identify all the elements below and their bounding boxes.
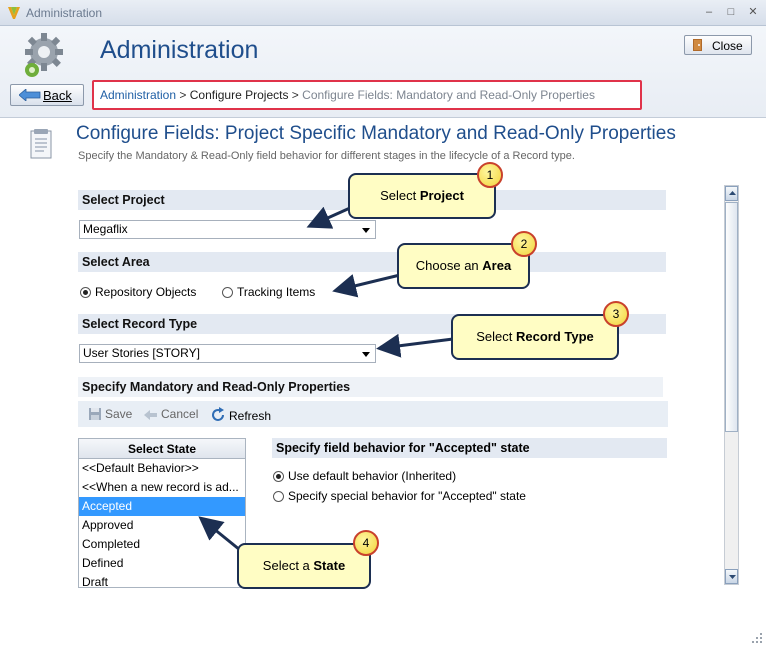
behavior-radio-default[interactable] bbox=[273, 469, 456, 483]
select-project-heading: Select Project bbox=[78, 190, 666, 210]
callout-number-badge: 3 bbox=[603, 301, 629, 327]
page-description: Specify the Mandatory & Read-Only field behavior for different stages in the lifecycle of a Record type. bbox=[78, 150, 575, 162]
breadcrumb-administration-link[interactable]: Administration bbox=[100, 88, 177, 102]
field-behavior-heading: Specify field behavior for "Accepted" state bbox=[272, 438, 667, 458]
window-close-button[interactable]: ✕ bbox=[748, 6, 758, 18]
state-item-approved[interactable]: Approved bbox=[82, 518, 134, 532]
page-title: Configure Fields: Project Specific Mandatory and Read-Only Properties bbox=[76, 123, 676, 144]
select-record-type-heading: Select Record Type bbox=[78, 314, 666, 334]
callout-text: Select a bbox=[262, 558, 314, 573]
callout-select-state bbox=[237, 543, 371, 589]
document-icon bbox=[28, 129, 56, 161]
scrollbar-thumb[interactable] bbox=[725, 202, 738, 432]
callout-bold-text: Record Type bbox=[515, 329, 594, 344]
project-select-value: Megaflix bbox=[83, 222, 128, 236]
behavior-radio-special[interactable] bbox=[273, 489, 526, 503]
radio-selected-icon bbox=[80, 287, 91, 298]
undo-arrow-icon bbox=[144, 409, 158, 421]
breadcrumb-current: Configure Fields: Mandatory and Read-Only Properties bbox=[302, 88, 595, 102]
vertical-scrollbar[interactable] bbox=[724, 185, 739, 585]
state-item-default-behavior[interactable]: <<Default Behavior>> bbox=[82, 461, 199, 475]
chevron-down-icon bbox=[362, 352, 370, 357]
back-arrow-icon bbox=[19, 89, 41, 101]
record-type-select[interactable] bbox=[79, 344, 376, 363]
refresh-icon bbox=[210, 407, 226, 423]
state-item-completed[interactable]: Completed bbox=[82, 537, 141, 551]
refresh-button-label: Refresh bbox=[229, 409, 272, 423]
radio-label: Use default behavior (Inherited) bbox=[288, 469, 457, 483]
callout-bold-text: Area bbox=[482, 258, 512, 273]
callout-text: Choose an bbox=[415, 258, 483, 273]
area-radio-tracking-items[interactable] bbox=[222, 285, 315, 299]
callout-select-project bbox=[348, 173, 496, 219]
state-list-header: Select State bbox=[79, 439, 245, 459]
door-exit-icon bbox=[691, 38, 705, 52]
radio-label: Specify special behavior for "Accepted" state bbox=[288, 489, 526, 503]
resize-grip-icon[interactable] bbox=[751, 632, 763, 644]
radio-selected-icon bbox=[273, 471, 284, 482]
scroll-up-icon[interactable] bbox=[725, 186, 738, 201]
minimize-button[interactable]: – bbox=[705, 6, 713, 18]
app-icon bbox=[6, 5, 22, 21]
callout-select-record-type bbox=[451, 314, 619, 360]
project-select[interactable] bbox=[79, 220, 376, 239]
properties-heading: Specify Mandatory and Read-Only Properties bbox=[78, 377, 663, 397]
state-item-accepted[interactable]: Accepted bbox=[79, 497, 245, 516]
callout-bold-text: Project bbox=[419, 188, 464, 203]
breadcrumb-configure-projects[interactable]: Configure Projects bbox=[189, 88, 289, 102]
state-item-new-record[interactable]: <<When a new record is ad... bbox=[82, 480, 239, 494]
callout-choose-area bbox=[397, 243, 530, 289]
cancel-button-label: Cancel bbox=[161, 407, 199, 421]
callout-text: Select bbox=[476, 329, 516, 344]
callout-bold-text: State bbox=[313, 558, 346, 573]
callout-number-badge: 1 bbox=[477, 162, 503, 188]
callout-number-badge: 4 bbox=[353, 530, 379, 556]
maximize-button[interactable]: □ bbox=[727, 6, 735, 18]
radio-unselected-icon bbox=[273, 491, 284, 502]
radio-unselected-icon bbox=[222, 287, 233, 298]
record-type-select-value: User Stories [STORY] bbox=[83, 346, 200, 360]
chevron-down-icon bbox=[362, 228, 370, 233]
back-button-label: Back bbox=[43, 88, 72, 103]
title-bar bbox=[0, 0, 766, 26]
breadcrumb-separator: > bbox=[179, 88, 187, 102]
window-title: Administration bbox=[26, 6, 103, 20]
scroll-down-icon[interactable] bbox=[725, 569, 738, 584]
radio-label: Repository Objects bbox=[95, 285, 197, 299]
area-radio-repository-objects[interactable] bbox=[80, 285, 196, 299]
properties-toolbar bbox=[78, 401, 668, 427]
save-button-label: Save bbox=[105, 407, 133, 421]
close-button-label: Close bbox=[712, 39, 743, 53]
header bbox=[0, 26, 766, 118]
app-title: Administration bbox=[100, 36, 259, 64]
radio-label: Tracking Items bbox=[237, 285, 316, 299]
state-item-draft[interactable]: Draft bbox=[82, 575, 109, 588]
breadcrumb bbox=[92, 80, 642, 110]
callout-text: Select bbox=[380, 188, 420, 203]
breadcrumb-separator: > bbox=[291, 88, 299, 102]
save-button[interactable] bbox=[88, 407, 132, 421]
cancel-button[interactable] bbox=[144, 407, 198, 421]
back-button[interactable] bbox=[10, 84, 84, 106]
state-item-defined[interactable]: Defined bbox=[82, 556, 124, 570]
select-area-heading: Select Area bbox=[78, 252, 666, 272]
save-icon bbox=[88, 407, 102, 421]
gears-icon bbox=[20, 30, 68, 80]
close-button[interactable] bbox=[684, 35, 752, 55]
refresh-button[interactable] bbox=[210, 407, 271, 423]
state-list[interactable] bbox=[78, 438, 246, 588]
callout-number-badge: 2 bbox=[511, 231, 537, 257]
